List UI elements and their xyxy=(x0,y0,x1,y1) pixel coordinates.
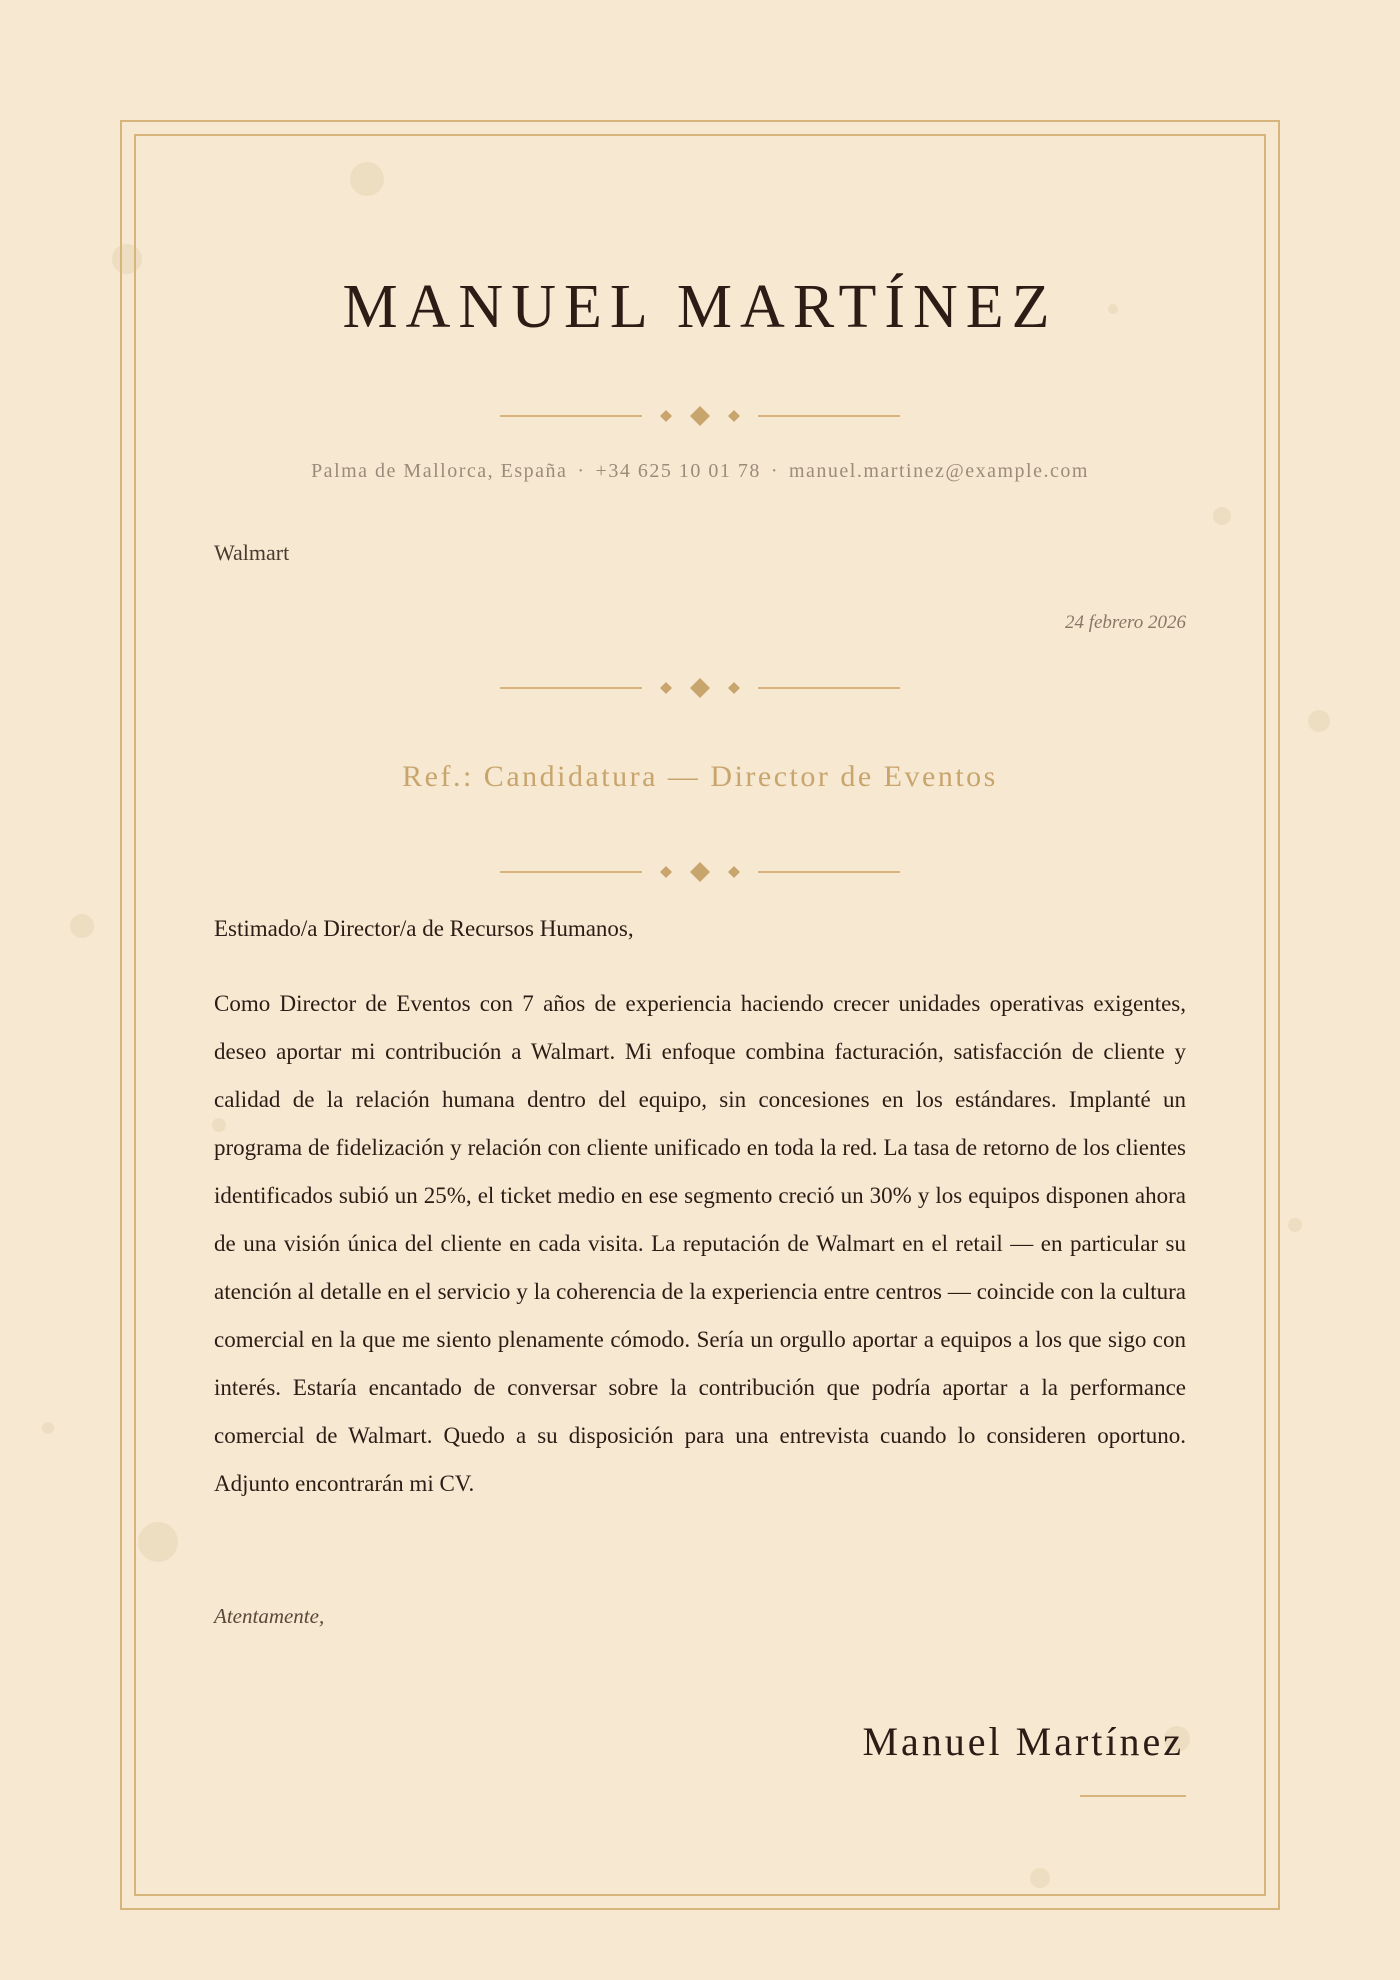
paper-spot xyxy=(1308,710,1330,732)
sender-name: MANUEL MARTÍNEZ xyxy=(342,273,1058,341)
letter-body: Como Director de Eventos con 7 años de experiencia haciendo crecer unidades operativas exigentes, deseo aportar mi contribución a Walmart. Mi enfoque combina facturación, satisfacción de cliente y calidad de la relación humana dentro del equipo, sin concesiones en los estándares. Implanté un programa de fidelización y relación con cliente unificado en toda la red. La tasa de retorno de los clientes identificados subió un 25%, el ticket medio en ese segmento creció un 30% y los equipos disponen ahora de una visión única del cliente en cada visita. La reputación de Walmart en el retail — en particular su atención al detalle en el servicio y la coherencia de la experiencia entre centros — coincide con la cultura comercial en la que me siento plenamente cómodo. Sería un orgullo aportar a equipos a los que sigo con interés. Estaría encantado de conversar sobre la contribución que podría aportar a la performance comercial de Walmart. Quedo a su disposición para una entrevista cuando lo consideren oportuno. Adjunto encontrarán mi CV. xyxy=(214,991,1186,1496)
reference-line: Ref.: Candidatura — Director de Eventos xyxy=(402,760,998,793)
ornament-divider xyxy=(214,404,1186,428)
signature-underline xyxy=(1080,1795,1186,1797)
letter-date: 24 febrero 2026 xyxy=(1064,612,1186,633)
contact-separator: · xyxy=(577,460,586,482)
closing: Atentamente, xyxy=(214,1604,325,1628)
contact-line xyxy=(214,460,1186,483)
paper-spot xyxy=(1288,1218,1302,1232)
contact-email: manuel.martinez@example.com xyxy=(789,460,1089,482)
paper-spot xyxy=(42,1422,54,1434)
recipient-company: Walmart xyxy=(214,540,290,565)
contact-location: Palma de Mallorca, España xyxy=(311,460,568,482)
ornament-divider xyxy=(214,676,1186,700)
contact-separator: · xyxy=(770,460,779,482)
paper-spot xyxy=(70,914,94,938)
contact-phone: +34 625 10 01 78 xyxy=(595,460,761,482)
salutation: Estimado/a Director/a de Recursos Humanos, xyxy=(214,916,634,941)
ornament-divider xyxy=(214,860,1186,884)
signature: Manuel Martínez xyxy=(862,1719,1184,1764)
